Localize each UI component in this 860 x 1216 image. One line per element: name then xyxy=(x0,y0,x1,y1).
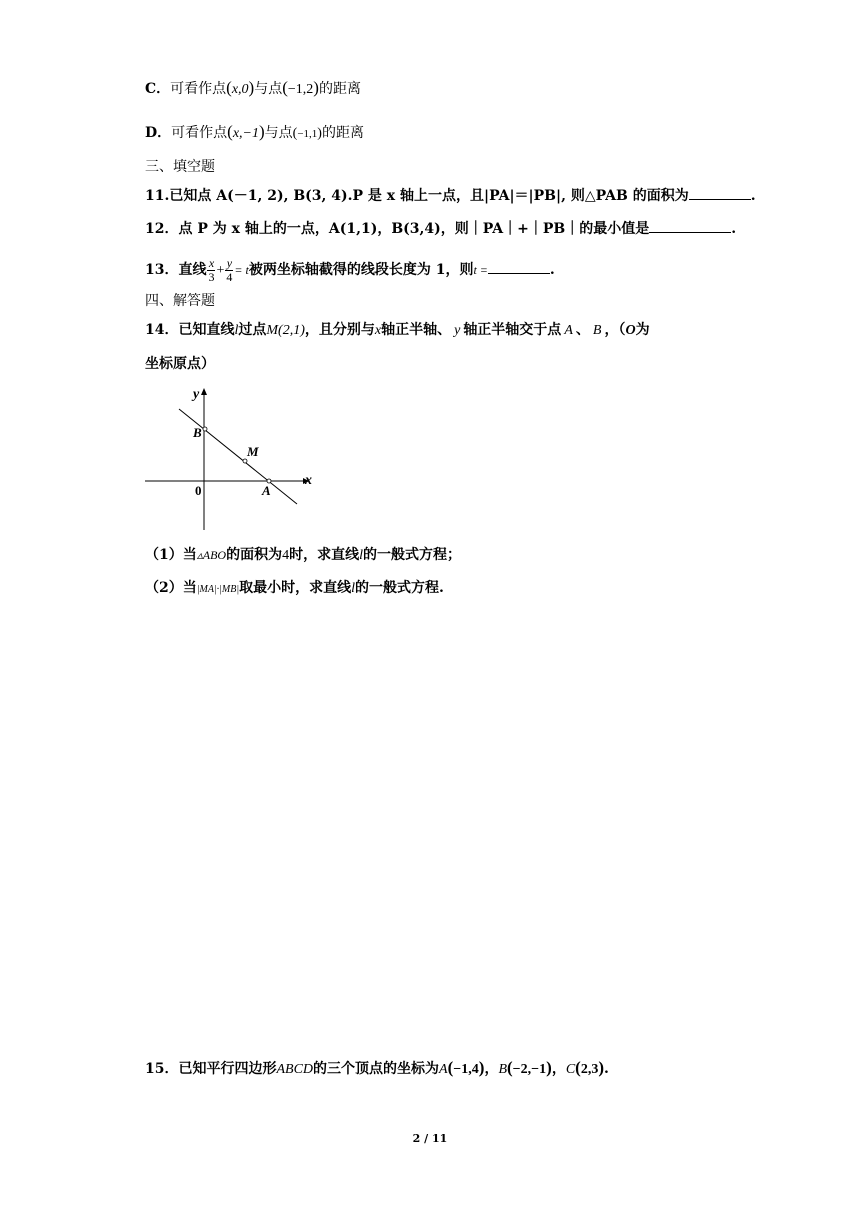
part1-line-l: l xyxy=(359,548,363,563)
question-13-number: 13． xyxy=(145,262,179,278)
question-13-text1: 直线 xyxy=(178,262,207,278)
question-12-text: 点 P 为 x 轴上的一点，A(1,1)，B(3,4)，则｜PA｜+｜PB｜的最小值是 xyxy=(178,221,650,237)
page-number: 2 / 11 xyxy=(412,1132,448,1145)
question-14-text2: 过点 xyxy=(238,322,267,338)
part1-text2: 时，求直线 xyxy=(289,547,360,563)
question-14-text5: 轴正半轴交于点 xyxy=(463,322,562,338)
area-value: 4 xyxy=(282,548,290,563)
point-b-marker xyxy=(203,427,207,431)
question-13-text2: 被两坐标轴截得的线段长度为 1，则 xyxy=(248,262,474,278)
y-var: y xyxy=(454,323,461,338)
option-c-point1: x,0 xyxy=(231,82,249,97)
point-b15-coords: −2,−1 xyxy=(512,1062,547,1077)
parallelogram-abcd: ABCD xyxy=(276,1062,314,1077)
option-d-point2: −1,1 xyxy=(297,128,318,140)
part1-label: （1）当 xyxy=(145,547,197,563)
point-a15: A xyxy=(439,1062,448,1077)
plus-sign: + xyxy=(216,263,225,278)
option-d: D．可看作点(x,−1)与点(−1,1)的距离 xyxy=(145,122,364,141)
option-d-label: D． xyxy=(145,125,172,141)
m-label: M xyxy=(247,444,259,459)
fraction-x-over-3: $\frac{x}{3}$ xyxy=(208,255,215,284)
question-12-end: . xyxy=(731,221,737,237)
option-d-point1: x,−1 xyxy=(232,126,259,141)
origin-o: O xyxy=(625,323,636,338)
coordinate-figure xyxy=(143,383,328,533)
point-c15-coords: 2,3 xyxy=(580,1062,599,1077)
question-13-blank xyxy=(488,259,550,274)
option-c: C．可看作点(x,0)与点(−1,2)的距离 xyxy=(145,78,361,97)
x-var: x xyxy=(374,323,382,338)
option-c-point2: −1,2 xyxy=(287,82,314,97)
section-fill-in-heading: 三、填空题 xyxy=(145,159,215,175)
question-14-line2: 坐标原点） xyxy=(145,356,215,372)
question-11-end: . xyxy=(750,188,756,204)
question-14 xyxy=(145,320,650,341)
question-12-blank xyxy=(649,218,731,233)
equals-t: = t xyxy=(234,263,249,277)
y-axis-label: y xyxy=(193,387,200,402)
question-14-text1: 已知直线 xyxy=(178,322,235,338)
part1-text3: 的一般式方程； xyxy=(363,547,461,563)
a-label: A xyxy=(262,483,271,498)
part2-line-l: l xyxy=(351,581,356,596)
point-a15-coords: −1,4 xyxy=(453,1062,479,1077)
triangle-abo: ▵ABO xyxy=(196,548,227,562)
question-14-number: 14． xyxy=(145,322,179,338)
question-14-text7: 为 xyxy=(635,322,650,338)
question-15: 15．已知平行四边形ABCD的三个顶点的坐标为A(−1,4)，B(−2,−1)，C(2,3). xyxy=(145,1058,609,1077)
fraction-y-over-4: $\frac{y}{4}$ xyxy=(226,255,233,284)
question-14-text4: 轴正半轴、 xyxy=(381,322,452,338)
question-14-part2 xyxy=(145,578,444,600)
question-11 xyxy=(145,185,756,206)
question-14-text3: ，且分别与 xyxy=(304,322,375,338)
part2-text: 取最小时，求直线 xyxy=(239,580,352,596)
part2-label: （2）当 xyxy=(145,580,197,596)
question-15-end: . xyxy=(604,1061,609,1077)
point-a: A xyxy=(564,323,573,338)
option-d-text1: 可看作点 xyxy=(171,125,228,141)
line-l: l xyxy=(234,323,239,338)
option-c-label: C． xyxy=(145,81,171,97)
point-m-marker xyxy=(243,459,247,463)
question-13-end: . xyxy=(549,262,555,278)
option-c-text3: 的距离 xyxy=(318,81,361,97)
question-15-number: 15． xyxy=(145,1061,179,1077)
y-axis-arrow xyxy=(201,388,207,395)
option-d-text2: 与点 xyxy=(264,125,293,141)
question-15-text2: 的三个顶点的坐标为 xyxy=(313,1061,440,1077)
question-12-number: 12． xyxy=(145,221,179,237)
option-c-text2: 与点 xyxy=(254,81,283,97)
point-m: M(2,1) xyxy=(266,323,305,338)
question-11-number: 11. xyxy=(145,188,170,204)
part1-text: 的面积为 xyxy=(226,547,283,563)
point-c15: C xyxy=(565,1062,576,1077)
point-b: B xyxy=(592,323,602,338)
point-b15: B xyxy=(498,1062,507,1077)
section-answer-heading: 四、解答题 xyxy=(145,293,215,309)
b-label: B xyxy=(193,425,202,440)
question-13 xyxy=(145,256,555,285)
question-12 xyxy=(145,218,736,239)
question-14-text6: ，（ xyxy=(604,322,626,338)
separator: 、 xyxy=(575,322,590,338)
part2-text2: 的一般式方程. xyxy=(355,580,444,596)
question-15-text1: 已知平行四边形 xyxy=(178,1061,277,1077)
ma-mb-expression: |MA|·|MB| xyxy=(196,584,240,595)
option-d-text3: 的距离 xyxy=(321,125,364,141)
question-11-blank xyxy=(689,185,751,200)
x-axis-label: x xyxy=(305,473,312,488)
option-c-text1: 可看作点 xyxy=(170,81,227,97)
question-14-part1 xyxy=(145,545,461,566)
origin-label: 0 xyxy=(195,483,202,498)
question-11-text: 已知点 A(－1, 2), B(3, 4).P 是 x 轴上一点，且|PA|＝|PB|, 则△PAB 的面积为 xyxy=(169,188,689,204)
t-variable: t = xyxy=(473,263,488,277)
